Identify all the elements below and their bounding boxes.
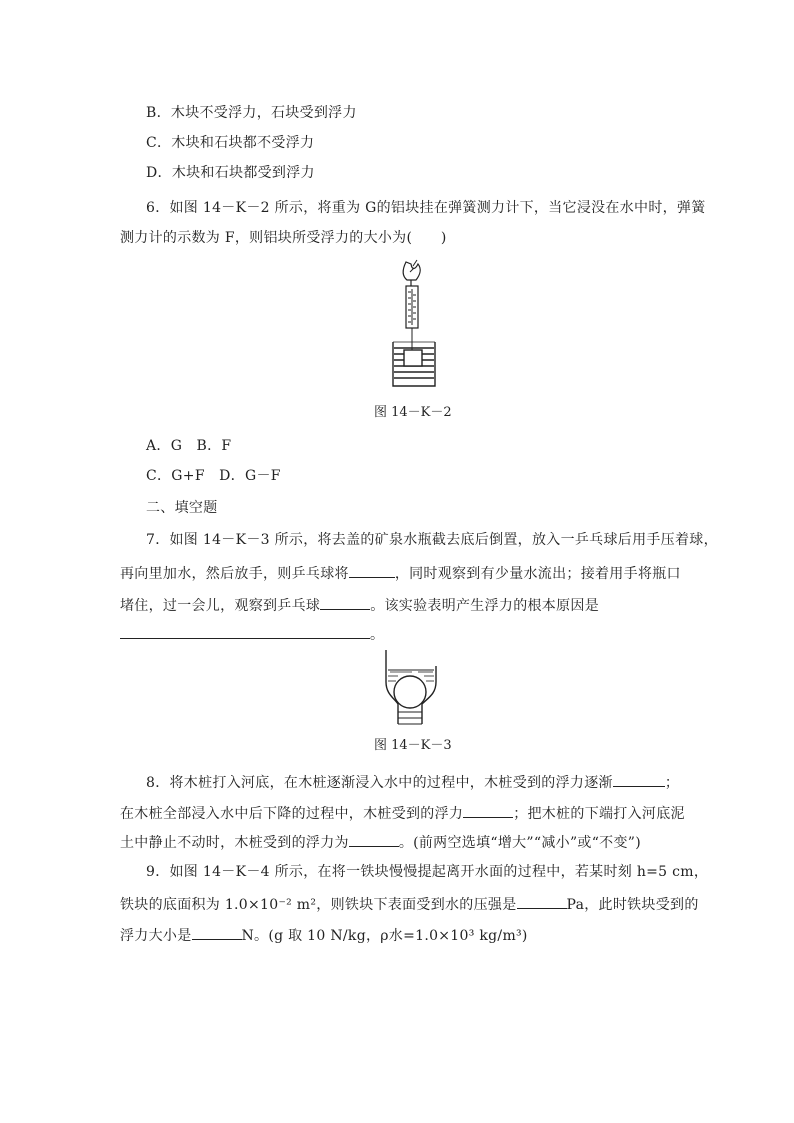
figure-inverted-bottle <box>378 648 442 728</box>
figure-spring-scale <box>380 258 450 390</box>
option-5d: D．木块和石块都受到浮力 <box>146 165 315 181</box>
question-6-line2: 测力计的示数为 F，则铝块所受浮力的大小为( ) <box>120 230 447 246</box>
question-8-line1-text-b: ； <box>664 775 680 791</box>
question-6-options-ab: A．G B．F <box>146 438 232 454</box>
section-title: 二、填空题 <box>146 500 218 516</box>
figure-caption-14-k-3: 图 14－K－3 <box>374 738 452 753</box>
option-5b: B．木块不受浮力，石块受到浮力 <box>146 105 357 121</box>
question-8-line3-text-a: 土中静止不动时，木桩受到的浮力为 <box>120 835 349 851</box>
question-7-line3 <box>120 595 599 615</box>
question-9-line2-text-b: Pa，此时铁块受到的 <box>566 897 699 913</box>
question-9-line1: 9．如图 14－K－4 所示，在将一铁块慢慢提起离开水面的过程中，若某时刻 h=5 cm， <box>146 864 709 880</box>
question-8-line1-text-a: 8．将木桩打入河底，在木桩逐渐浸入水中的过程中，木桩受到的浮力逐渐 <box>146 775 613 791</box>
question-9-line2 <box>120 894 699 914</box>
question-7-line2 <box>120 563 681 583</box>
question-8-line1 <box>146 772 679 792</box>
answer-blank-7c[interactable] <box>120 624 370 639</box>
figure-caption-14-k-2: 图 14－K－2 <box>374 405 452 420</box>
question-7-line3-text-a: 堵住，过一会儿，观察到乒乓球 <box>120 598 321 614</box>
question-6-line1: 6．如图 14－K－2 所示，将重为 G的铝块挂在弹簧测力计下，当它浸没在水中时，弹簧 <box>146 200 706 216</box>
question-9-line2-text-a: 铁块的底面积为 1.0×10⁻² m²，则铁块下表面受到水的压强是 <box>120 897 517 913</box>
question-7-line4 <box>120 624 384 644</box>
question-7-line2-text-b: ，同时观察到有少量水流出；接着用手将瓶口 <box>394 566 681 582</box>
answer-blank-9a[interactable] <box>517 894 567 909</box>
answer-blank-8a[interactable] <box>613 772 665 787</box>
question-9-line3 <box>120 925 528 945</box>
answer-blank-7a[interactable] <box>349 563 395 578</box>
question-7-line1: 7．如图 14－K－3 所示，将去盖的矿泉水瓶截去底后倒置，放入一乒乓球后用手压着球， <box>146 532 718 548</box>
question-7-line2-text-a: 再向里加水，然后放手，则乒乓球将 <box>120 566 349 582</box>
question-9-line3-text-a: 浮力大小是 <box>120 928 192 944</box>
question-7-line4-text: 。 <box>370 627 385 643</box>
question-8-line3-text-b: 。(前两空选填“增大”“减小”或“不变”) <box>398 835 641 851</box>
option-5c: C．木块和石块都不受浮力 <box>146 135 315 151</box>
question-8-line2-text-a: 在木桩全部浸入水中后下降的过程中，木桩受到的浮力 <box>120 806 464 822</box>
question-8-line3 <box>120 832 641 852</box>
answer-blank-9b[interactable] <box>192 925 242 940</box>
question-6-options-cd: C．G+F D．G－F <box>146 468 281 484</box>
question-8-line2-text-b: ；把木桩的下端打入河底泥 <box>513 806 685 822</box>
question-7-line3-text-b: 。该实验表明产生浮力的根本原因是 <box>370 598 600 614</box>
question-8-line2 <box>120 803 685 823</box>
question-9-line3-text-b: N。(g 取 10 N/kg，ρ水=1.0×10³ kg/m³) <box>241 928 528 944</box>
answer-blank-8c[interactable] <box>349 832 399 847</box>
answer-blank-8b[interactable] <box>463 803 513 818</box>
answer-blank-7b[interactable] <box>320 595 370 610</box>
